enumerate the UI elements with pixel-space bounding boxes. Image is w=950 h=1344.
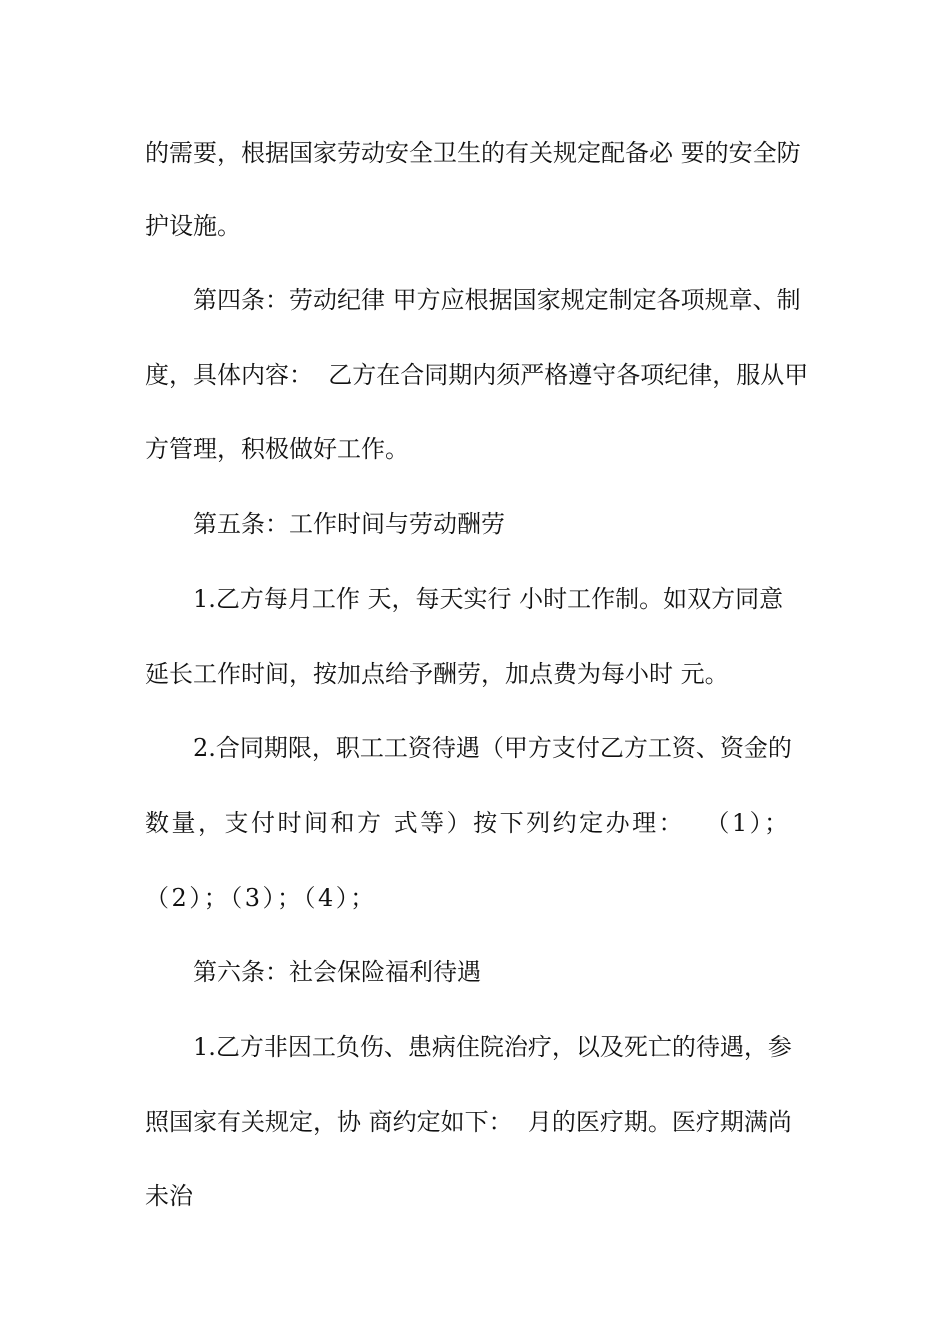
paragraph-line-2: 护设施。 — [145, 212, 241, 240]
clause-5-2-line-1: 2.合同期限，职工工资待遇（甲方支付乙方工资、资金的 — [193, 734, 792, 762]
paragraph-line-1: 的需要，根据国家劳动安全卫生的有关规定配备必 要的安全防 — [145, 139, 801, 167]
article-4-heading-line: 第四条：劳动纪律 甲方应根据国家规定制定各项规章、制 — [193, 286, 801, 314]
clause-5-2-line-2: 数量，支付时间和方 式等）按下列约定办理： （1）； — [145, 809, 791, 837]
clause-5-1-line-1: 1.乙方每月工作 天，每天实行 小时工作制。如双方同意 — [193, 585, 784, 613]
paragraph-line-5: 方管理，积极做好工作。 — [145, 435, 409, 463]
article-6-heading: 第六条：社会保险福利待遇 — [193, 958, 481, 986]
clause-6-1-line-3: 未治 — [145, 1182, 193, 1210]
article-5-heading: 第五条：工作时间与劳动酬劳 — [193, 510, 505, 538]
clause-6-1-line-2: 照国家有关规定，协 商约定如下： 月的医疗期。医疗期满尚 — [145, 1108, 792, 1136]
clause-5-1-line-2: 延长工作时间，按加点给予酬劳，加点费为每小时 元。 — [145, 660, 729, 688]
clause-6-1-line-1: 1.乙方非因工负伤、患病住院治疗，以及死亡的待遇，参 — [193, 1033, 792, 1061]
clause-5-2-line-3: （2）；（3）；（4）； — [145, 884, 377, 912]
paragraph-line-4: 度，具体内容： 乙方在合同期内须严格遵守各项纪律，服从甲 — [145, 361, 809, 389]
